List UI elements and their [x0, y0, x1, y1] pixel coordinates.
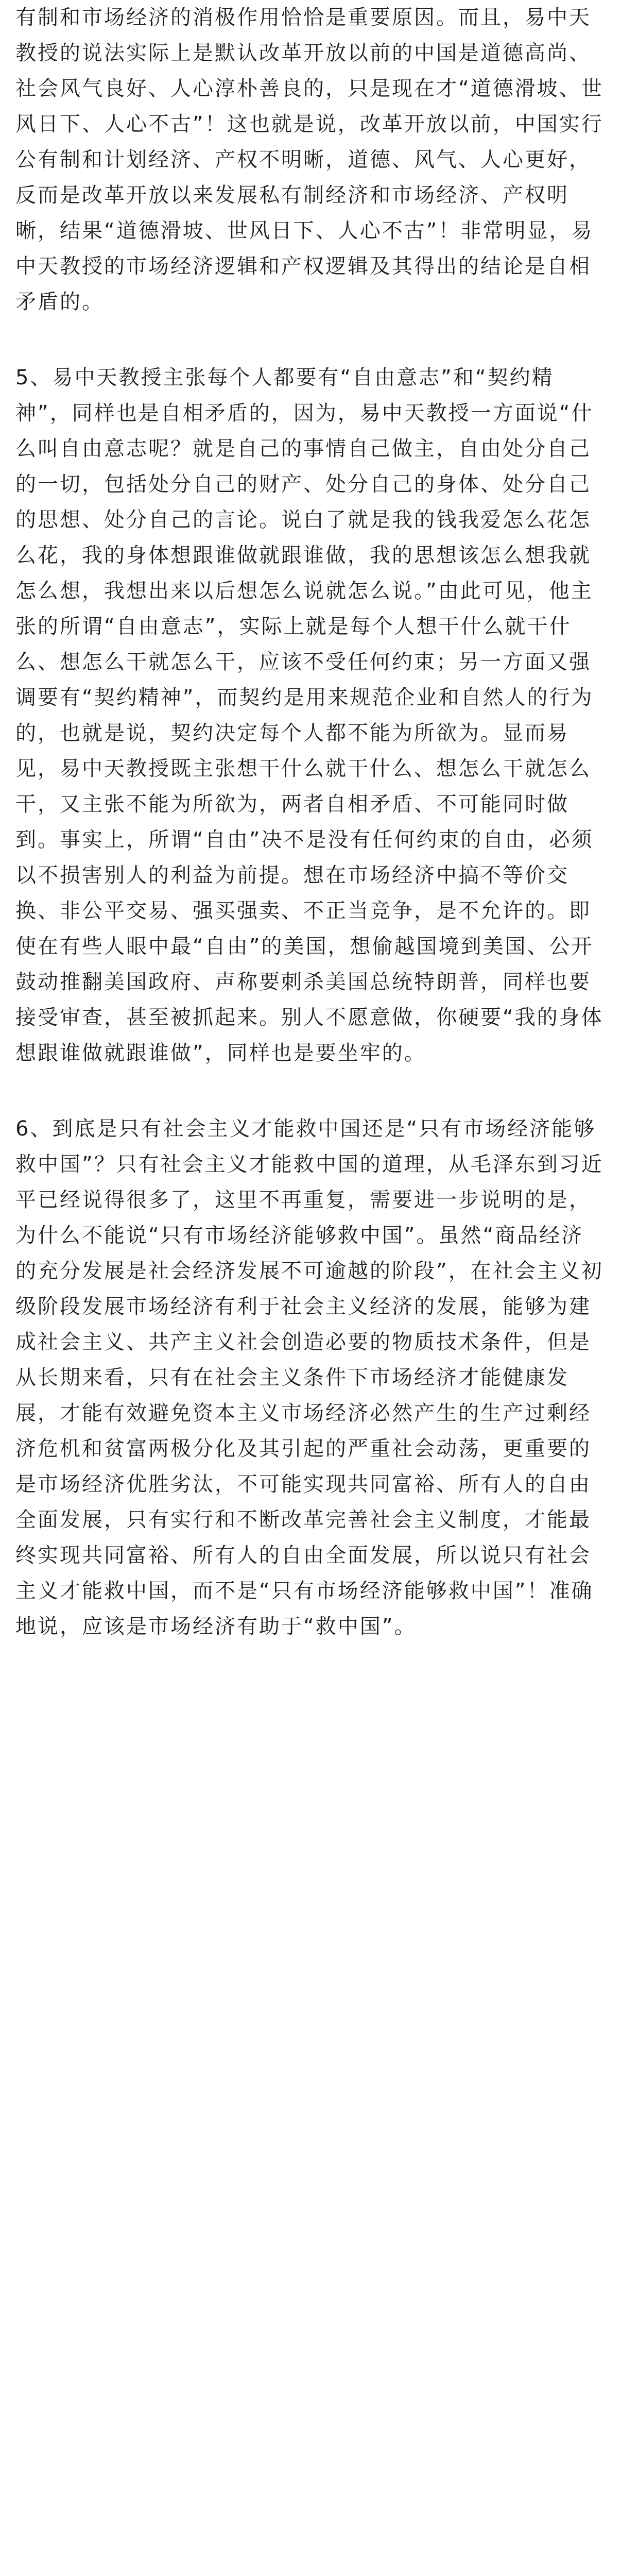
paragraph-2: 5、易中天教授主张每个人都要有“自由意志”和“契约精神”，同样也是自相矛盾的，因为，易中天教授一方面说“什么叫自由意志呢？就是自己的事情自己做主，自由处分自己的一切，包括处分自己的财产、处分自己的身体、处分自己的思想、处分自己的言论。说白了就是我的钱我爱怎么花怎么花，我的身体想跟谁做就跟谁做，我的思想该怎么想我就怎么想，我想出来以后想怎么说就怎么说。”由此可见，他主张的所谓“自由意志”，实际上就是每个人想干什么就干什么、想怎么干就怎么干，应该不受任何约束；另一方面又强调要有“契约精神”，而契约是用来规范企业和自然人的行为的，也就是说，契约决定每个人都不能为所欲为。显而易见，易中天教授既主张想干什么就干什么、想怎么干就怎么干，又主张不能为所欲为，两者自相矛盾、不可能同时做到。事实上，所谓“自由”决不是没有任何约束的自由，必须以不损害别人的利益为前提。想在市场经济中搞不等价交换、非公平交易、强买强卖、不正当竞争，是不允许的。即使在有些人眼中最“自由”的美国，想偷越国境到美国、公开鼓动推翻美国政府、声称要刺杀美国总统特朗普，同样也要接受审查，甚至被抓起来。别人不愿意做，你硬要“我的身体想跟谁做就跟谁做”，同样也是要坐牢的。 — [15, 366, 603, 1065]
paragraph-1: 有制和市场经济的消极作用恰恰是重要原因。而且，易中天教授的说法实际上是默认改革开放以前的中国是道德高尚、社会风气良好、人心淳朴善良的，只是现在才“道德滑坡、世风日下、人心不古”！这也就是说，改革开放以前，中国实行公有制和计划经济、产权不明晰，道德、风气、人心更好，反而是改革开放以来发展私有制经济和市场经济、产权明晰，结果“道德滑坡、世风日下、人心不古”！非常明显，易中天教授的市场经济逻辑和产权逻辑及其得出的结论是自相矛盾的。 — [15, 6, 603, 314]
paragraph-3: 6、到底是只有社会主义才能救中国还是“只有市场经济能够救中国”？只有社会主义才能救中国的道理，从毛泽东到习近平已经说得很多了，这里不再重复，需要进一步说明的是，为什么不能说“只有市场经济能够救中国”。虽然“商品经济的充分发展是社会经济发展不可逾越的阶段”，在社会主义初级阶段发展市场经济有利于社会主义经济的发展，能够为建成社会主义、共产主义社会创造必要的物质技术条件，但是从长期来看，只有在社会主义条件下市场经济才能健康发展，才能有效避免资本主义市场经济必然产生的生产过剩经济危机和贫富两极分化及其引起的严重社会动荡，更重要的是市场经济优胜劣汰，不可能实现共同富裕、所有人的自由全面发展，只有实行和不断改革完善社会主义制度，才能最终实现共同富裕、所有人的自由全面发展，所以说只有社会主义才能救中国，而不是“只有市场经济能够救中国”！准确地说，应该是市场经济有助于“救中国”。 — [15, 1117, 603, 1638]
